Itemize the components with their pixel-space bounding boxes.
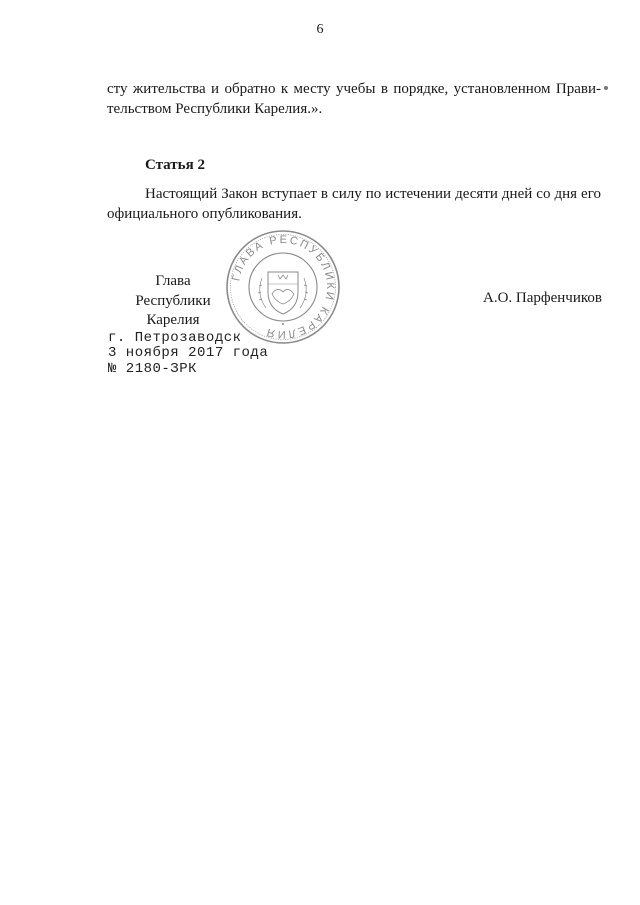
article-line-2: официального опубликования. xyxy=(107,205,302,222)
enactment-number: № 2180-ЗРК xyxy=(108,360,198,377)
official-seal xyxy=(224,228,342,346)
continuation-line-2: тельством Республики Карелия.». xyxy=(107,100,323,117)
enactment-date: 3 ноября 2017 года xyxy=(108,345,269,362)
page-number: 6 xyxy=(316,22,324,37)
signatory-name: А.О. Парфенчиков xyxy=(483,290,602,306)
seal-ring-text: ГЛАВА РЕСПУБЛИКИ КАРЕЛИЯ xyxy=(230,233,337,341)
continuation-paragraph xyxy=(107,80,601,119)
article-heading: Статья 2 xyxy=(145,157,205,173)
article-paragraph xyxy=(107,185,601,224)
article-line-1: Настоящий Закон вступает в силу по истечении десяти дней со дня его xyxy=(145,186,601,202)
signatory-title xyxy=(107,272,239,331)
continuation-line-1: сту жительства и обратно к месту учебы в порядке, установленном Прави- xyxy=(107,81,601,97)
signatory-title-line-2: Республики Карелия xyxy=(135,292,211,328)
enactment-place: г. Петрозаводск xyxy=(108,330,242,346)
scan-speck xyxy=(604,86,608,90)
signatory-title-line-1: Глава xyxy=(155,273,191,289)
enactment-details xyxy=(108,331,268,377)
